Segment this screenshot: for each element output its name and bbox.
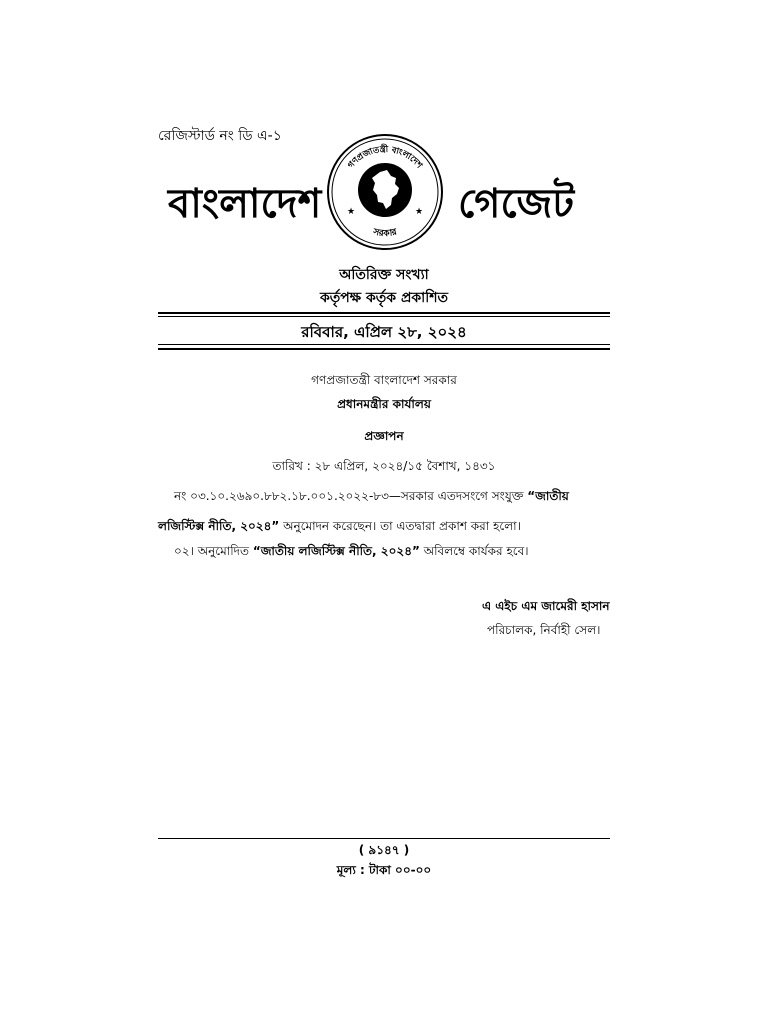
notification-date: তারিখ : ২৮ এপ্রিল, ২০২৪/১৫ বৈশাখ, ১৪৩১ <box>272 459 496 473</box>
signatory-name: এ এইচ এম জামেরী হাসান <box>482 599 610 613</box>
policy-name-2: “জাতীয় লজিস্টিক্স নীতি, ২০২৪” <box>252 544 420 558</box>
signatory-designation: পরিচালক, নির্বাহী সেল। <box>487 623 601 637</box>
policy-name: “জাতীয় লজিস্টিক্স নীতি, ২০২৪” <box>158 489 569 533</box>
notification-title: প্রজ্ঞাপন <box>364 429 404 443</box>
price-label: মূল্য : টাকা ০০-০০ <box>336 863 432 877</box>
gazette-title-bangladesh: বাংলাদেশ <box>168 181 322 227</box>
registration-number: রেজিস্টার্ড নং ডি এ-১ <box>158 128 282 144</box>
footer-divider <box>158 838 610 839</box>
divider-bottom-thick <box>158 348 610 350</box>
seal-text-top: গণপ্রজাতন্ত্রী বাংলাদেশ <box>346 144 424 171</box>
seal-star-left-icon: ★ <box>347 207 356 217</box>
government-name: গণপ্রজাতন্ত্রী বাংলাদেশ সরকার <box>311 373 457 387</box>
svg-text:সরকার <box>371 227 399 239</box>
divider-bottom-thin <box>158 344 610 345</box>
divider-top-thin <box>158 316 610 317</box>
page-number: ( ৯১৪৭ ) <box>358 843 410 857</box>
paragraph-2-text: ০২। অনুমোদিত <box>174 544 249 558</box>
paragraph-2 <box>158 536 610 566</box>
seal-star-right-icon: ★ <box>415 207 424 217</box>
government-seal <box>325 132 445 252</box>
publication-date: রবিবার, এপ্রিল ২৮, ২০২৪ <box>301 323 467 341</box>
gazette-title-gazette: গেজেট <box>458 181 575 227</box>
published-by-authority-label: কর্তৃপক্ষ কর্তৃক প্রকাশিত <box>319 290 449 306</box>
extra-issue-label: অতিরিক্ত সংখ্যা <box>339 267 429 283</box>
office-name: প্রধানমন্ত্রীর কার্যালয় <box>337 397 431 411</box>
paragraph-1 <box>158 481 610 541</box>
paragraph-1-text: নং ০৩.১০.২৬৯০.৮৮২.১৮.০০১.২০২২-৮৩—সরকার এতদসংগে সংযুক্ত <box>174 489 524 503</box>
paragraph-2-text-end: অবিলম্বে কার্যকর হবে। <box>423 544 529 558</box>
seal-text-bottom: সরকার <box>372 227 398 240</box>
divider-top-thick <box>158 312 610 314</box>
paragraph-1-text-end: অনুমোদন করেছেন। তা এতদ্বারা প্রকাশ করা হলো। <box>283 519 521 533</box>
